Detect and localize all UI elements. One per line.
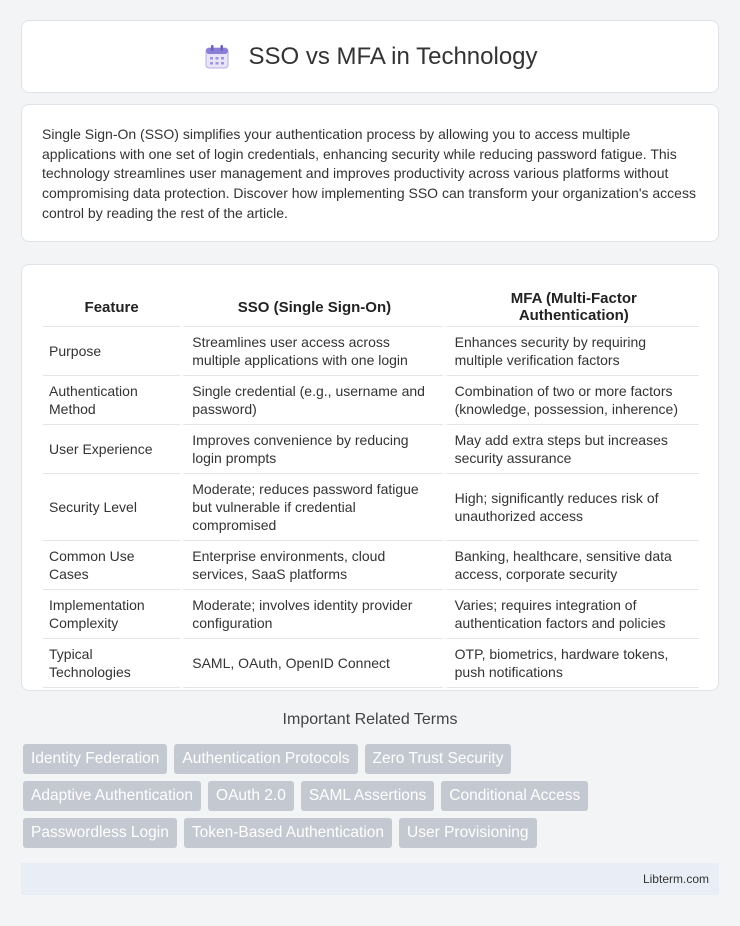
table-cell: Enterprise environments, cloud services, SaaS platforms: [180, 541, 442, 590]
tag-saml-assertions[interactable]: SAML Assertions: [301, 781, 434, 811]
related-terms-title: Important Related Terms: [282, 711, 458, 728]
tag-passwordless-login[interactable]: Passwordless Login: [23, 818, 177, 848]
tag-token-based-authentication[interactable]: Token-Based Authentication: [184, 818, 392, 848]
table-cell: Single credential (e.g., username and password): [180, 376, 442, 425]
tag-oauth[interactable]: OAuth 2.0: [208, 781, 294, 811]
comparison-table-card: [21, 264, 719, 691]
table-cell: Moderate; reduces password fatigue but vulnerable if credential compromised: [180, 474, 442, 541]
tag-conditional-access[interactable]: Conditional Access: [441, 781, 588, 811]
table-row: [43, 327, 699, 376]
table-row: [43, 376, 699, 425]
header-sso: SSO (Single Sign-On): [180, 286, 442, 327]
table-header-row: [43, 286, 699, 327]
title-wrap: [202, 42, 537, 72]
tag-row: [23, 781, 723, 811]
page-title: SSO vs MFA in Technology: [248, 42, 538, 70]
table-cell: Typical Technologies: [43, 639, 180, 688]
footer: [21, 863, 719, 895]
tag-zero-trust-security[interactable]: Zero Trust Security: [365, 744, 512, 774]
table-row: [43, 590, 699, 639]
calendar-icon: [202, 42, 232, 72]
table-cell: Moderate; involves identity provider configuration: [180, 590, 442, 639]
table-cell: Enhances security by requiring multiple verification factors: [443, 327, 699, 376]
table-row: [43, 474, 699, 541]
table-cell: Banking, healthcare, sensitive data access, corporate security: [443, 541, 699, 590]
tag-identity-federation[interactable]: Identity Federation: [23, 744, 167, 774]
table-cell: User Experience: [43, 425, 180, 474]
table-cell: Streamlines user access across multiple applications with one login: [180, 327, 442, 376]
table-cell: SAML, OAuth, OpenID Connect: [180, 639, 442, 688]
intro-card: [21, 104, 719, 242]
table-row: [43, 639, 699, 688]
header-card: [21, 20, 719, 93]
tag-row: [23, 818, 723, 848]
intro-text: Single Sign-On (SSO) simplifies your authentication process by allowing you to access multiple applications with one set of login credentials, enhancing security while reducing password fatigue. This technology streamlines user management and improves productivity across various platforms without compromising data protection. Discover how implementing SSO can transform your organization's access control by reading the rest of the article.: [42, 126, 696, 221]
tag-user-provisioning[interactable]: User Provisioning: [399, 818, 536, 848]
table-cell: Combination of two or more factors (knowledge, possession, inherence): [443, 376, 699, 425]
table-cell: Implementation Complexity: [43, 590, 180, 639]
table-cell: OTP, biometrics, hardware tokens, push notifications: [443, 639, 699, 688]
related-terms-tags: [23, 744, 723, 855]
tag-authentication-protocols[interactable]: Authentication Protocols: [174, 744, 357, 774]
table-cell: May add extra steps but increases security assurance: [443, 425, 699, 474]
tag-adaptive-authentication[interactable]: Adaptive Authentication: [23, 781, 201, 811]
table-cell: Improves convenience by reducing login prompts: [180, 425, 442, 474]
footer-site-link[interactable]: Libterm.com: [642, 872, 709, 886]
table-cell: Purpose: [43, 327, 180, 376]
tag-row: [23, 744, 723, 774]
table-cell: Varies; requires integration of authentication factors and policies: [443, 590, 699, 639]
table-cell: High; significantly reduces risk of unauthorized access: [443, 474, 699, 541]
table-row: [43, 425, 699, 474]
header-mfa: MFA (Multi-Factor Authentication): [443, 286, 699, 327]
comparison-table: [43, 286, 699, 688]
table-cell: Security Level: [43, 474, 180, 541]
table-cell: Common Use Cases: [43, 541, 180, 590]
table-row: [43, 541, 699, 590]
header-feature: Feature: [43, 286, 180, 327]
table-cell: Authentication Method: [43, 376, 180, 425]
